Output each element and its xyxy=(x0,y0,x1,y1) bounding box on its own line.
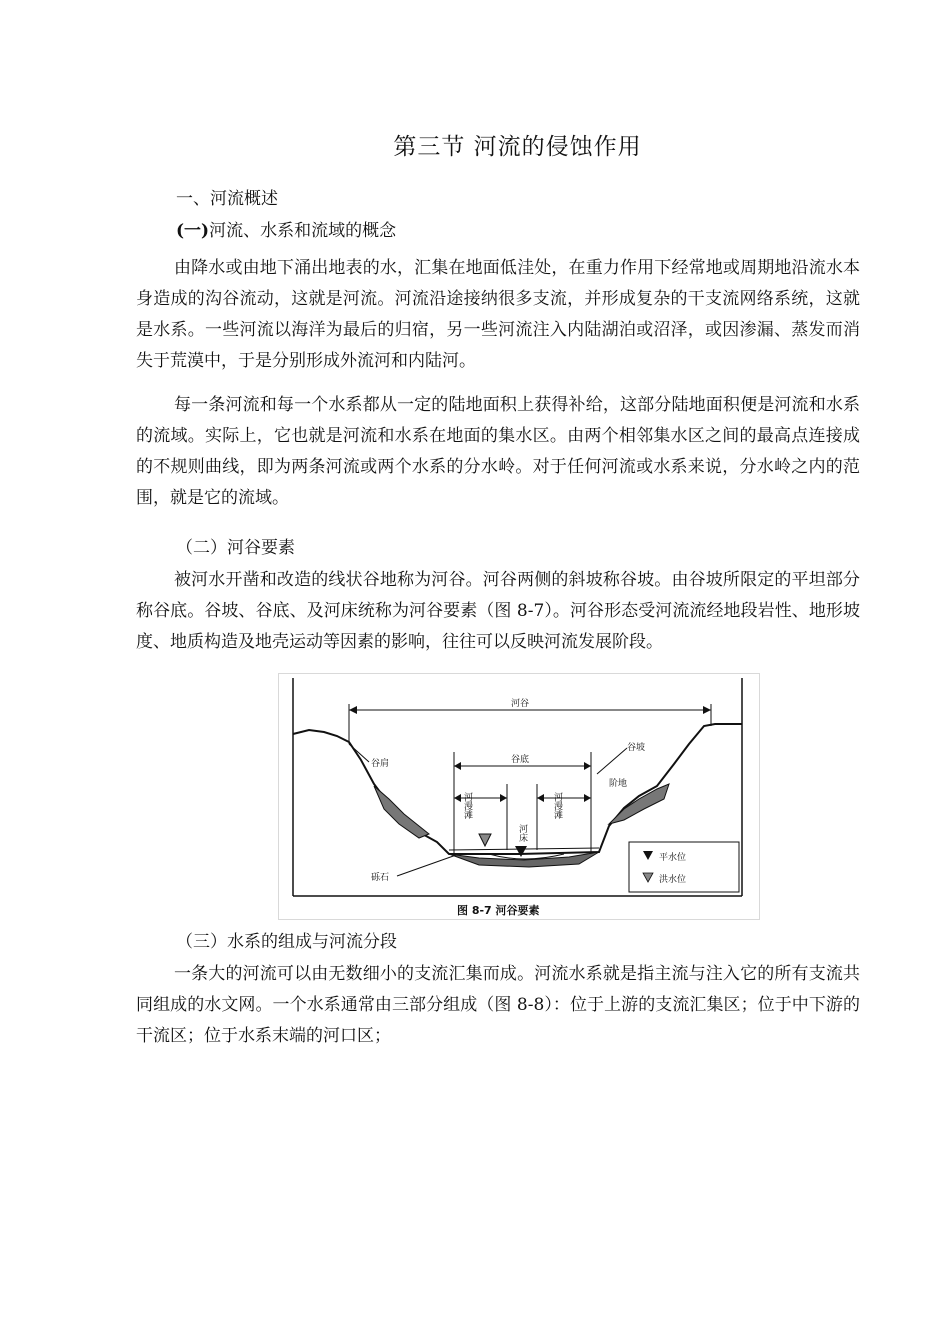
valley-diagram xyxy=(279,674,759,919)
label-floodplain-right: 河漫滩 xyxy=(552,792,562,819)
label-gravel: 砾石 xyxy=(371,873,390,883)
subsection-title: 河流、水系和流域的概念 xyxy=(209,221,397,241)
gravel-right xyxy=(609,784,669,824)
label-valley-slope: 谷坡 xyxy=(627,743,646,753)
label-valley-shoulder: 谷肩 xyxy=(371,759,390,769)
label-terrace: 阶地 xyxy=(609,779,628,789)
paragraph-river-definition: 由降水或由地下涌出地表的水，汇集在地面低洼处，在重力作用下经常地或周期地沿流水本身造成的沟谷流动，这就是河流。河流沿途接纳很多支流，并形成复杂的干支流网络系统，这就是水系。一些河流以海洋为最后的归宿，另一些河流注入内陆湖泊或沼泽，或因渗漏、蒸发而消失于荒漠中，于是分别形成外流河和内陆河。 xyxy=(136,258,860,371)
subsection-heading-concepts xyxy=(176,216,396,241)
label-valley-floor: 谷底 xyxy=(511,755,530,765)
label-valley: 河谷 xyxy=(511,699,530,709)
figure-caption: 图 8-7 河谷要素 xyxy=(457,904,540,917)
paragraph-valley-elements: 被河水开凿和改造的线状谷地称为河谷。河谷两侧的斜坡称谷坡。由谷坡所限定的平坦部分称谷底。谷坡、谷底、及河床统称为河谷要素（图 8-7）。河谷形态受河流流经地段岩性、地形坡度、地质构造及地壳运动等因素的影响，往往可以反映河流发展阶段。 xyxy=(136,570,860,652)
label-channel: 河床 xyxy=(517,824,527,842)
page-title: 第三节 河流的侵蚀作用 xyxy=(393,134,642,160)
subsection-marker: (一) xyxy=(176,221,210,241)
figure-valley-elements xyxy=(278,673,760,920)
label-floodplain-left: 河漫滩 xyxy=(462,792,472,819)
paragraph-drainage-system: 一条大的河流可以由无数细小的支流汇集而成。河流水系就是指主流与注入它的所有支流共同组成的水文网。一个水系通常由三部分组成（图 8-8）：位于上游的支流汇集区；位于中下游的干流区；位于水系末端的河口区； xyxy=(136,964,860,1046)
gravel-left xyxy=(374,786,429,838)
subsection-heading-drainage-system: （三）水系的组成与河流分段 xyxy=(176,932,397,952)
paragraph-drainage-basin: 每一条河流和每一个水系都从一定的陆地面积上获得补给，这部分陆地面积便是河流和水系的流域。实际上，它也就是河流和水系在地面的集水区。由两个相邻集水区之间的最高点连接成的不规则曲线，即为两条河流或两个水系的分水岭。对于任何河流或水系来说，分水岭之内的范围，就是它的流域。 xyxy=(136,395,860,508)
low-water-marker xyxy=(515,846,527,857)
legend-low-water: 平水位 xyxy=(659,853,687,863)
legend-high-water: 洪水位 xyxy=(659,875,687,885)
subsection-heading-valley-elements: （二）河谷要素 xyxy=(176,538,295,558)
section-heading-overview: 一、河流概述 xyxy=(176,189,278,209)
high-water-marker xyxy=(479,834,491,846)
